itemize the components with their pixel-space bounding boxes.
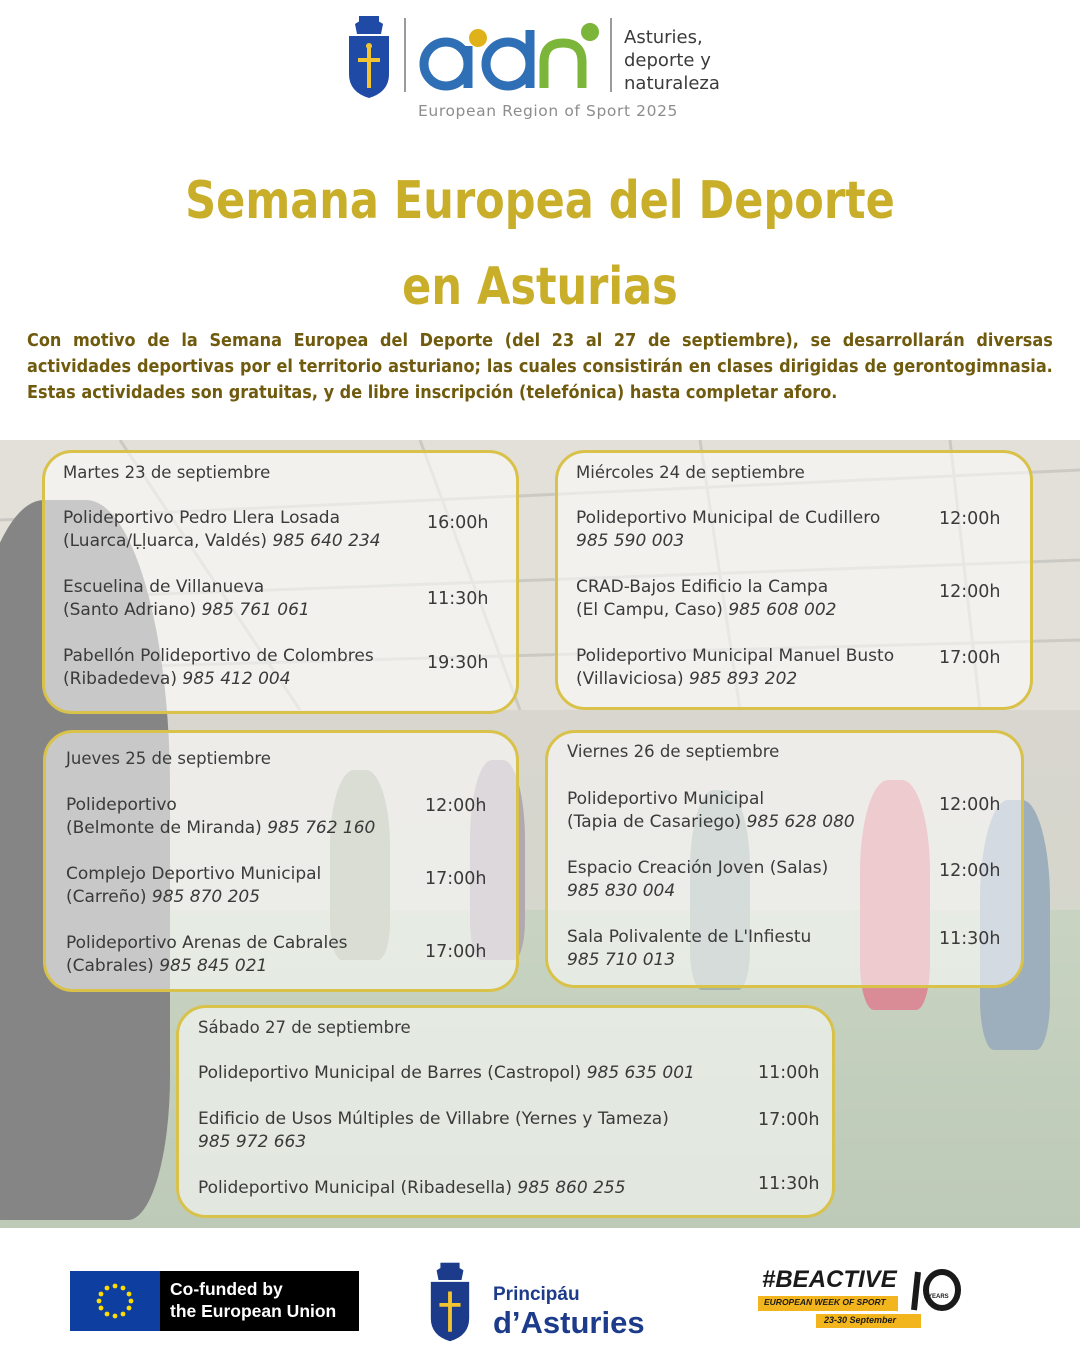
venue-entry [198, 1062, 695, 1085]
day-heading: Martes 23 de septiembre [63, 463, 271, 482]
venue-name: Polideportivo Pedro Llera Losada [63, 508, 341, 528]
venue-name: CRAD-Bajos Edificio la Campa [576, 577, 829, 597]
venue-phone: 985 412 004 [182, 669, 291, 689]
venue-phone: 985 972 663 [198, 1132, 307, 1152]
venue-time: 11:00h [758, 1063, 820, 1083]
venue-name: Polideportivo Municipal (Ribadesella) [198, 1178, 518, 1198]
principado-shield-icon [427, 1262, 473, 1342]
beactive-dates: 23-30 September [824, 1315, 897, 1325]
venue-phone: 985 635 001 [586, 1063, 695, 1083]
principado-line-1: Principáu [493, 1284, 580, 1305]
page-title [43, 158, 1037, 330]
venue-name: Edificio de Usos Múltiples de Villabre (Yernes y Tameza) [198, 1109, 669, 1129]
venue-entry [63, 507, 381, 553]
venue-name: Polideportivo Municipal de Barres (Castropol) [198, 1063, 587, 1083]
eu-cofunded-logo [70, 1271, 359, 1331]
venue-name: Complejo Deportivo Municipal [66, 864, 322, 884]
eu-line-2: the European Union [170, 1301, 337, 1321]
venue-name: Escuelina de Villanueva [63, 577, 265, 597]
eu-line-1: Co-funded by [170, 1279, 283, 1299]
venue-time: 12:00h [939, 861, 1001, 881]
venue-phone: 985 710 013 [567, 950, 676, 970]
adn-logo [418, 16, 600, 96]
venue-phone: 985 845 021 [159, 956, 268, 976]
european-region-subtitle: European Region of Sport 2025 [418, 102, 678, 120]
title-line-2: en Asturias [402, 257, 678, 317]
principado-logo-text [493, 1284, 645, 1340]
venue-time: 12:00h [939, 509, 1001, 529]
venue-location: (Santo Adriano) [63, 600, 202, 620]
tagline-line-3: naturaleza [624, 73, 720, 94]
principado-line-2: d’Asturies [493, 1305, 645, 1340]
venue-phone: 985 640 234 [272, 531, 381, 551]
venue-name: Sala Polivalente de L'Infiestu [567, 927, 812, 947]
venue-entry [576, 507, 880, 553]
venue-entry [567, 788, 855, 834]
venue-time: 11:30h [758, 1174, 820, 1194]
eu-flag-icon [70, 1271, 160, 1331]
day-card-wednesday [555, 450, 1033, 710]
tagline-line-1: Asturies, [624, 27, 703, 48]
venue-location: (Belmonte de Miranda) [66, 818, 268, 838]
venue-phone: 985 893 202 [689, 669, 798, 689]
venue-location: (Carreño) [66, 887, 152, 907]
venue-time: 17:00h [939, 648, 1001, 668]
logo-divider [404, 18, 406, 92]
venue-name: Polideportivo Arenas de Cabrales [66, 933, 348, 953]
venue-entry [198, 1177, 626, 1200]
day-heading: Viernes 26 de septiembre [567, 742, 780, 761]
venue-name: Polideportivo Municipal de Cudillero [576, 508, 881, 528]
day-card-thursday [43, 730, 519, 992]
day-card-tuesday [42, 450, 519, 714]
venue-time: 12:00h [939, 795, 1001, 815]
venue-time: 12:00h [939, 582, 1001, 602]
day-heading: Jueves 25 de septiembre [66, 749, 271, 768]
day-heading: Sábado 27 de septiembre [198, 1018, 411, 1037]
venue-entry [576, 576, 836, 622]
beactive-title: #BEACTIVE [762, 1266, 897, 1293]
venue-location: (Cabrales) [66, 956, 160, 976]
venue-location: (El Campu, Caso) [576, 600, 729, 620]
tagline-divider [610, 18, 612, 92]
beactive-logo [758, 1266, 968, 1336]
venue-entry [567, 926, 811, 972]
title-line-1: Semana Europea del Deporte [185, 171, 895, 231]
day-heading: Miércoles 24 de septiembre [576, 463, 805, 482]
venue-phone: 985 762 160 [267, 818, 376, 838]
venue-phone: 985 590 003 [576, 531, 685, 551]
venue-phone: 985 830 004 [567, 881, 676, 901]
venue-name: Pabellón Polideportivo de Colombres [63, 646, 374, 666]
venue-phone: 985 870 205 [151, 887, 261, 907]
tagline [624, 26, 720, 95]
beactive-subtitle: EUROPEAN WEEK OF SPORT [764, 1297, 886, 1307]
footer [0, 1228, 1080, 1350]
venue-phone: 985 628 080 [746, 812, 855, 832]
venue-entry [63, 645, 374, 691]
intro-paragraph: Con motivo de la Semana Europea del Deporte (del 23 al 27 de septiembre), se desarrollarán diversas actividades deportivas por el territorio asturiano; las cuales consistirán en clases dirigidas de gerontogimnasia. Estas actividades son gratuitas, y de libre inscripción (telefónica) hasta completar aforo. [27, 331, 1053, 403]
venue-location: (Tapia de Casariego) [567, 812, 747, 832]
beactive-10-years-icon [908, 1266, 964, 1316]
venue-time: 17:00h [425, 942, 487, 962]
venue-time: 19:30h [427, 653, 489, 673]
venue-location: (Ribadedeva) [63, 669, 183, 689]
venue-entry [576, 645, 894, 691]
venue-entry [567, 857, 828, 903]
venue-phone: 985 860 255 [517, 1178, 626, 1198]
beactive-years: YEARS [928, 1294, 949, 1300]
day-card-friday [545, 730, 1024, 988]
venue-time: 11:30h [427, 589, 489, 609]
venue-location: (Villaviciosa) [576, 669, 690, 689]
eu-cofunded-text [160, 1271, 359, 1331]
venue-entry [66, 863, 321, 909]
venue-name: Polideportivo Municipal [567, 789, 765, 809]
venue-entry [198, 1108, 669, 1154]
asturias-shield-icon [345, 16, 393, 98]
venue-name: Espacio Creación Joven (Salas) [567, 858, 829, 878]
venue-entry [66, 932, 348, 978]
venue-name: Polideportivo Municipal Manuel Busto [576, 646, 895, 666]
venue-location: (Luarca/Ḷḷuarca, Valdés) [63, 531, 273, 551]
venue-time: 17:00h [425, 869, 487, 889]
venue-time: 17:00h [758, 1110, 820, 1130]
day-card-saturday [176, 1005, 835, 1218]
header [0, 0, 1080, 130]
venue-entry [66, 794, 375, 840]
tagline-line-2: deporte y [624, 50, 711, 71]
venue-time: 11:30h [939, 929, 1001, 949]
venue-time: 16:00h [427, 513, 489, 533]
venue-time: 12:00h [425, 796, 487, 816]
venue-entry [63, 576, 310, 622]
venue-phone: 985 608 002 [728, 600, 837, 620]
venue-name: Polideportivo [66, 795, 177, 815]
venue-phone: 985 761 061 [201, 600, 310, 620]
